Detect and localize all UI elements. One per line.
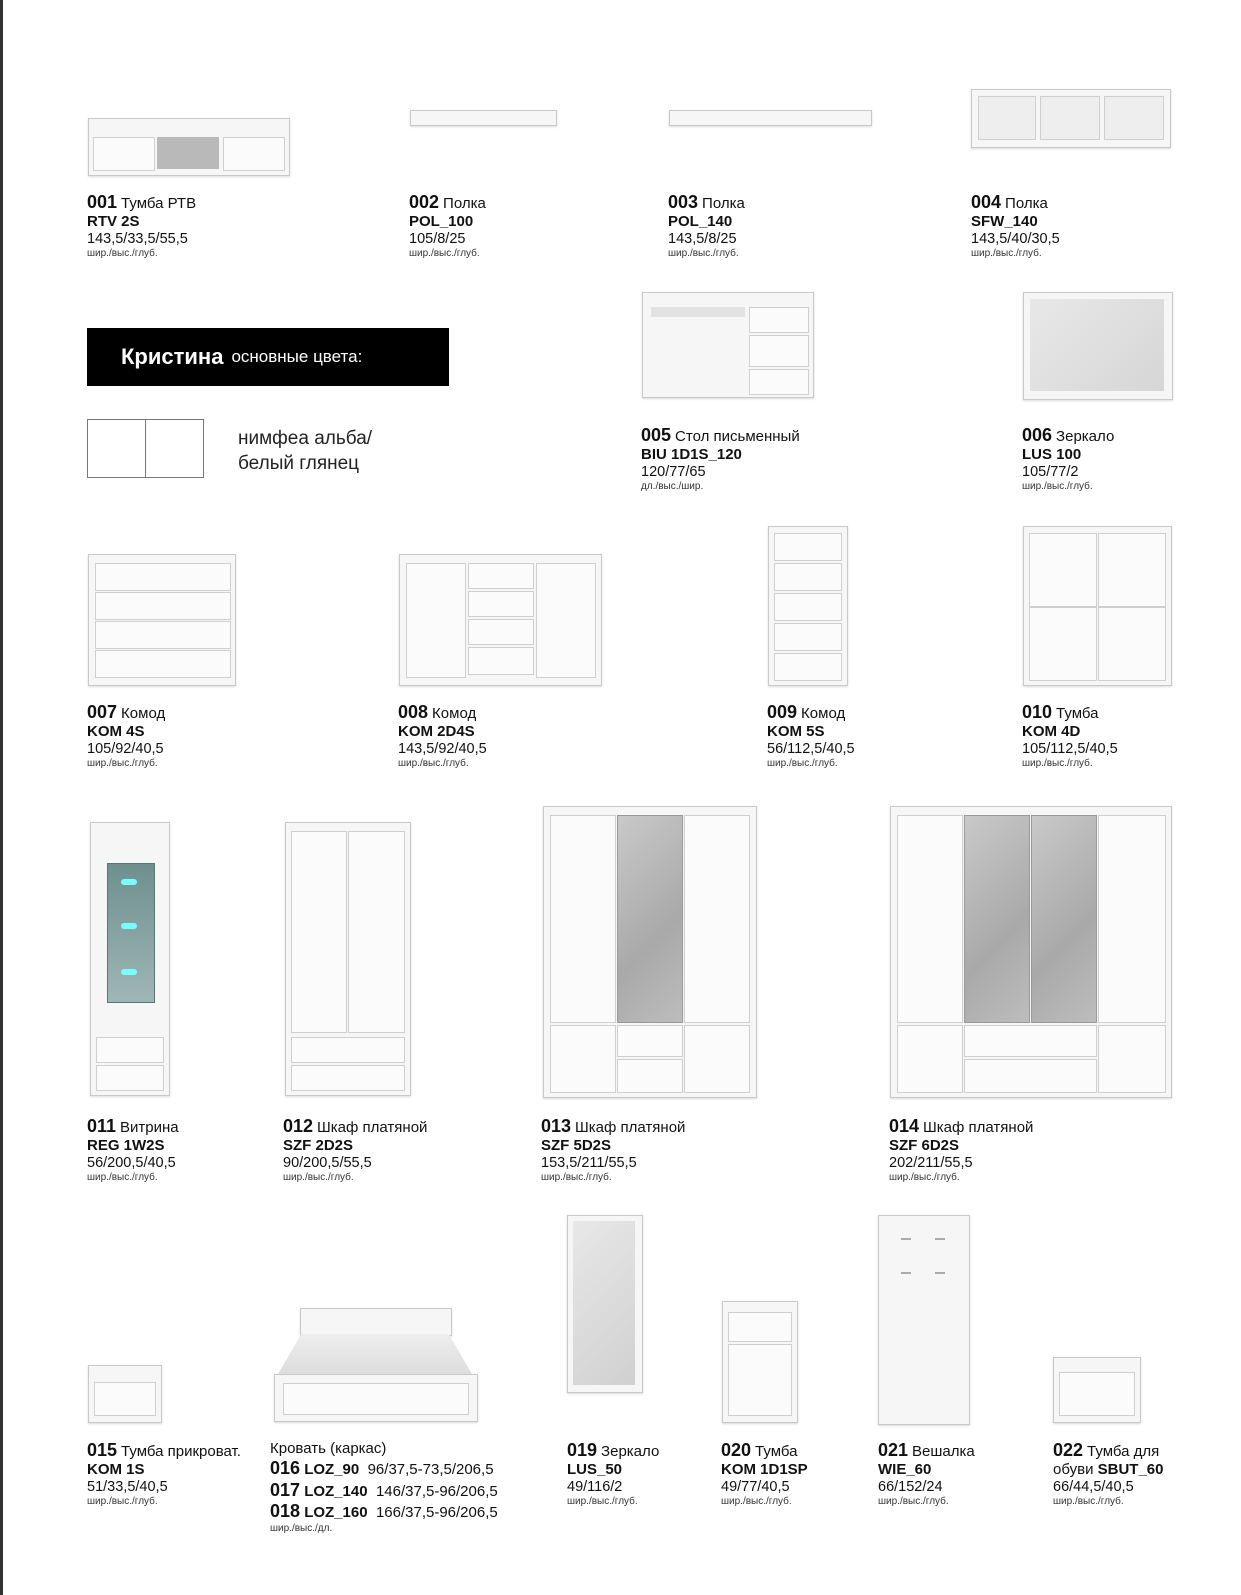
wall-shelf-image — [971, 89, 1171, 148]
item-caption-010: 010 Тумба KOM 4D 105/112,5/40,5 шир./выс./глуб. — [1022, 702, 1118, 770]
dresser-image — [88, 554, 236, 686]
item-caption-020: 020 Тумба KOM 1D1SP 49/77/40,5 шир./выс./глуб. — [721, 1440, 808, 1508]
collection-name: Кристина — [121, 344, 224, 369]
wardrobe-image — [890, 806, 1172, 1098]
item-caption-004: 004 Полка SFW_140 143,5/40/30,5 шир./выс./глуб. — [971, 192, 1060, 260]
wardrobe-image — [285, 822, 411, 1096]
hanger-image — [878, 1215, 970, 1425]
item-caption-009: 009 Комод KOM 5S 56/112,5/40,5 шир./выс./глуб. — [767, 702, 855, 770]
dresser-image — [399, 554, 602, 686]
item-caption-008: 008 Комод KOM 2D4S 143,5/92/40,5 шир./выс./глуб. — [398, 702, 487, 770]
cabinet-image — [1023, 526, 1172, 686]
bed-row: 016 LOZ_90 96/37,5-73,5/206,5 — [270, 1458, 494, 1478]
item-caption-012: 012 Шкаф платяной SZF 2D2S 90/200,5/55,5 шир./выс./глуб. — [283, 1116, 428, 1184]
color-swatch — [87, 419, 204, 478]
bed-caption-group — [270, 1440, 498, 1535]
bed-row: 017 LOZ_140 146/37,5-96/206,5 — [270, 1479, 498, 1500]
collection-banner — [87, 328, 449, 386]
item-caption-011: 011 Витрина REG 1W2S 56/200,5/40,5 шир./выс./глуб. — [87, 1116, 179, 1184]
bed-title: Кровать (каркас) — [270, 1440, 387, 1457]
page-border — [0, 0, 3, 1595]
desk-image — [642, 292, 814, 398]
item-caption-021: 021 Вешалка WIE_60 66/152/24 шир./выс./глуб. — [878, 1440, 975, 1508]
bed-row: 018 LOZ_160 166/37,5-96/206,5 — [270, 1501, 498, 1522]
collection-subtitle: основные цвета: — [231, 347, 363, 366]
color-name: нимфеа альба/ белый глянец — [238, 428, 373, 474]
item-caption-007: 007 Комод KOM 4S 105/92/40,5 шир./выс./глуб. — [87, 702, 166, 770]
shelf-image — [669, 110, 872, 126]
nightstand-image — [722, 1301, 798, 1423]
nightstand-image — [88, 1365, 162, 1423]
item-caption-002: 002 Полка POL_100 105/8/25 шир./выс./глуб. — [409, 192, 486, 260]
mirror-image — [1023, 292, 1173, 400]
bed-unit: шир./выс./дл. — [270, 1522, 333, 1534]
item-caption-005: 005 Стол письменный BIU 1D1S_120 120/77/65 дл./выс./шир. — [641, 425, 800, 493]
item-caption-015: 015 Тумба прикроват. KOM 1S 51/33,5/40,5 шир./выс./глуб. — [87, 1440, 241, 1508]
wardrobe-image — [543, 806, 757, 1098]
shelf-image — [410, 110, 557, 126]
tv-stand-image — [88, 118, 290, 176]
dresser-image — [768, 526, 848, 686]
item-caption-006: 006 Зеркало LUS 100 105/77/2 шир./выс./глуб. — [1022, 425, 1115, 493]
showcase-image — [90, 822, 170, 1096]
bed-image — [270, 1308, 480, 1423]
item-caption-001: 001 Тумба РТВ RTV 2S 143,5/33,5/55,5 шир./выс./глуб. — [87, 192, 197, 260]
item-caption-013: 013 Шкаф платяной SZF 5D2S 153,5/211/55,5 шир./выс./глуб. — [541, 1116, 686, 1184]
mirror-image — [567, 1215, 643, 1393]
item-caption-003: 003 Полка POL_140 143,5/8/25 шир./выс./глуб. — [668, 192, 745, 260]
item-caption-022: 022 Тумба для обуви SBUT_60 66/44,5/40,5 шир./выс./глуб. — [1053, 1440, 1164, 1508]
item-caption-014: 014 Шкаф платяной SZF 6D2S 202/211/55,5 шир./выс./глуб. — [889, 1116, 1034, 1184]
item-caption-019: 019 Зеркало LUS_50 49/116/2 шир./выс./глуб. — [567, 1440, 660, 1508]
shoe-cabinet-image — [1053, 1357, 1141, 1423]
